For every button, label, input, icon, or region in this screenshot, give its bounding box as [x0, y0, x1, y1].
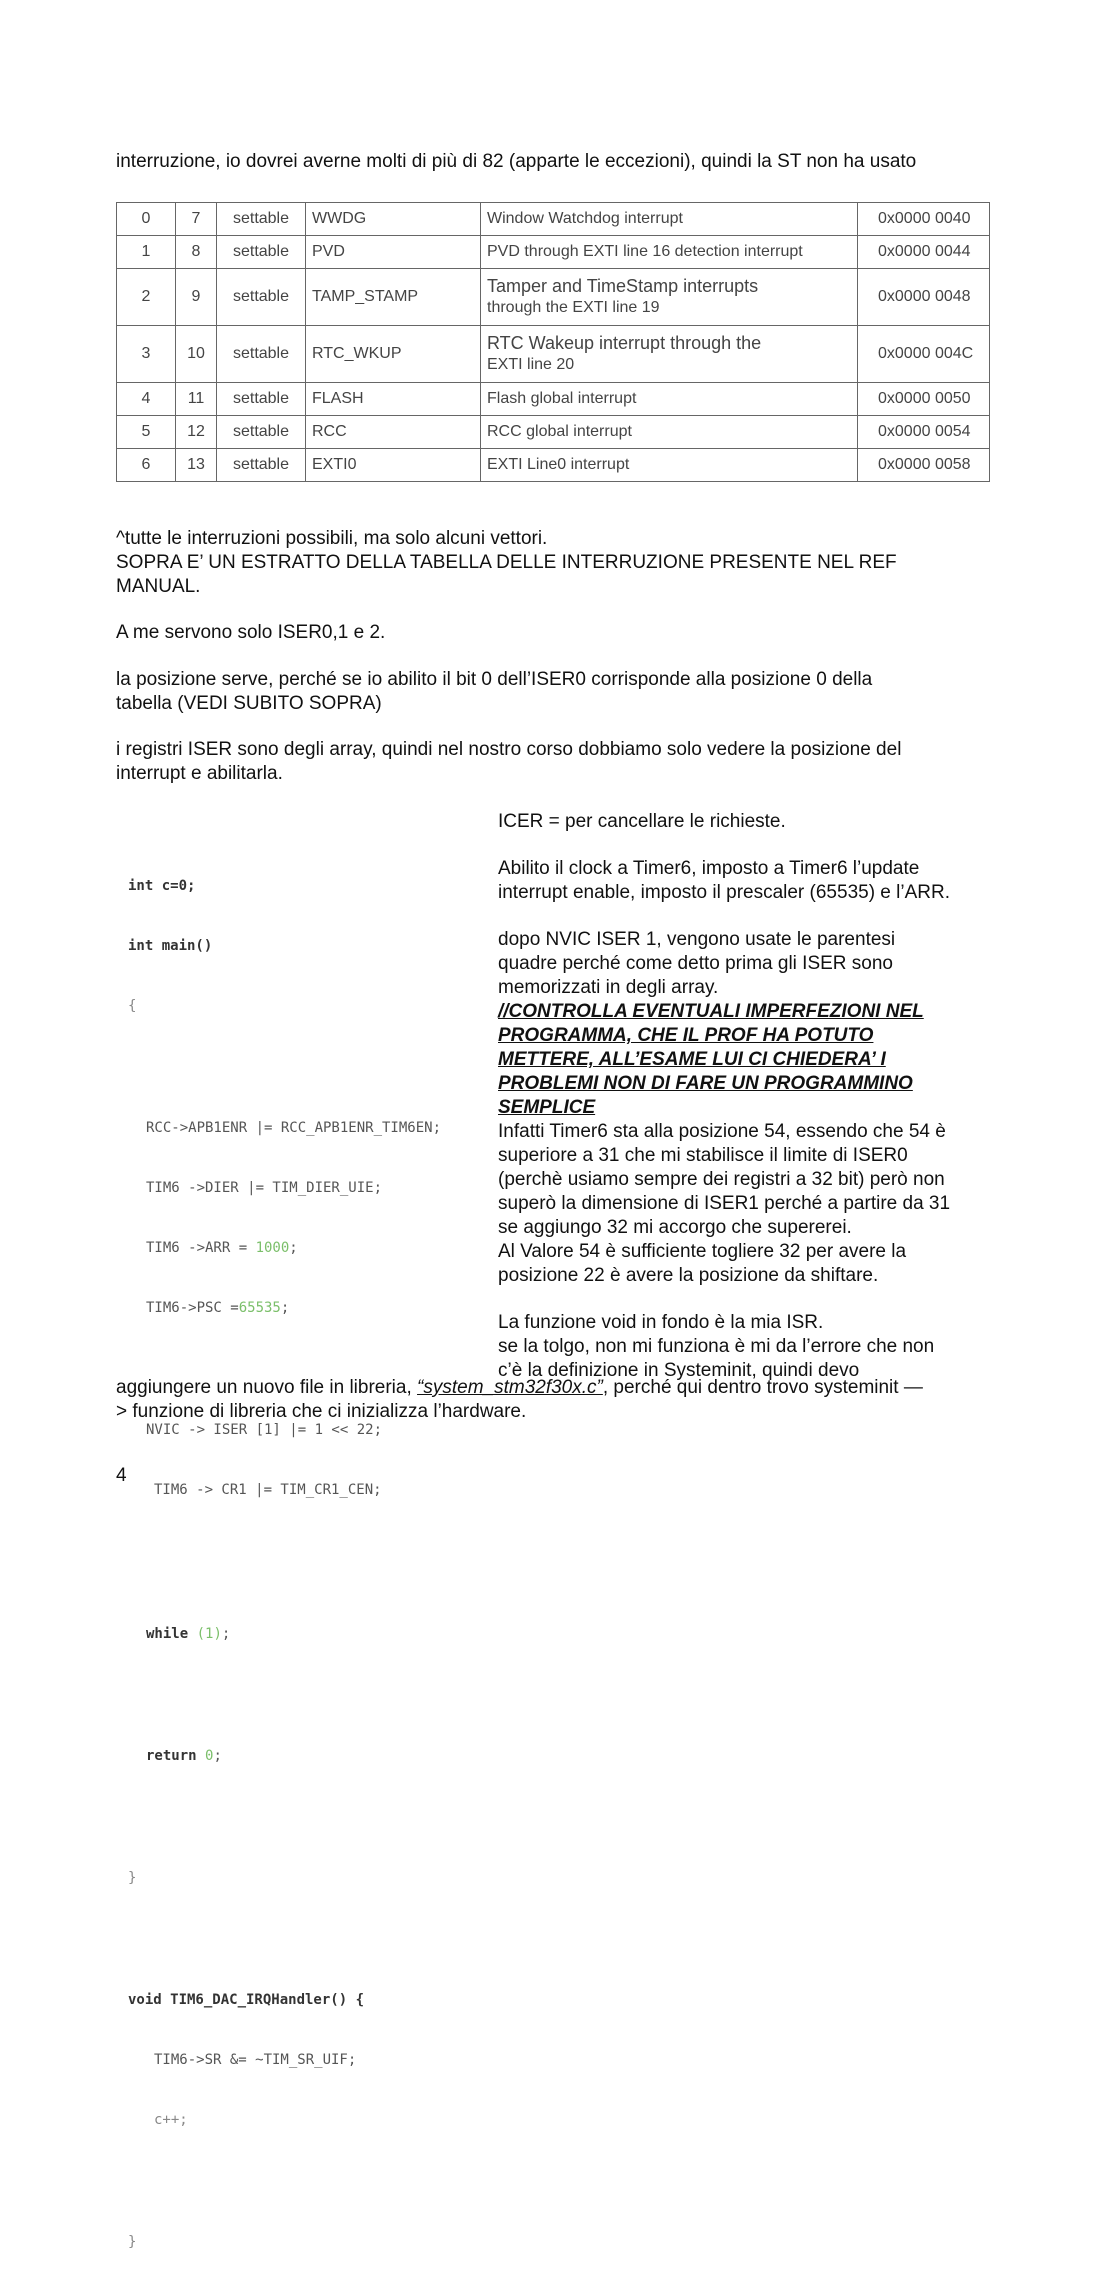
description-line: through the EXTI line 19 — [487, 299, 660, 316]
table-cell-acronym: WWDG — [306, 203, 481, 236]
intro-line: interruzione, io dovrei averne molti di più di 82 (apparte le eccezioni), quindi la ST non ha usato — [116, 151, 917, 172]
table-row — [117, 383, 990, 416]
code-snippet — [120, 836, 480, 2272]
text-line: La funzione void in fondo è la mia ISR. — [498, 1312, 824, 1333]
table-cell-acronym: PVD — [306, 236, 481, 269]
code-line: return 0; — [146, 1748, 222, 1764]
text-line: se aggiungo 32 mi accorgo che supererei. — [498, 1217, 852, 1238]
text-line: c’è la definizione in Systeminit, quindi devo — [498, 1360, 860, 1381]
code-number: 1000 — [255, 1240, 290, 1256]
table-cell-description: PVD through EXTI line 16 detection interrupt — [481, 236, 858, 269]
text-line: interrupt enable, imposto il prescaler (65535) e l’ARR. — [498, 882, 950, 903]
table-cell-position: 5 — [117, 416, 176, 449]
table-cell-priority: 7 — [176, 203, 217, 236]
table-cell-acronym: TAMP_STAMP — [306, 269, 481, 326]
text-line: Al Valore 54 è sufficiente togliere 32 per avere la — [498, 1241, 907, 1262]
code-line: TIM6 ->ARR = 1000; — [146, 1240, 298, 1256]
table-row — [117, 326, 990, 383]
emphasis-line: PROBLEMI NON DI FARE UN PROGRAMMINO — [498, 1073, 913, 1094]
table-cell-description: Flash global interrupt — [481, 383, 858, 416]
text-line: superò la dimensione di ISER1 perché a partire da 31 — [498, 1193, 951, 1214]
table-cell-description — [481, 269, 858, 326]
table-cell-address: 0x0000 004C — [858, 326, 990, 383]
table-row — [117, 416, 990, 449]
table-cell-position: 1 — [117, 236, 176, 269]
text-line: (perchè usiamo sempre dei registri a 32 bit) però non — [498, 1169, 945, 1190]
code-line: c++; — [154, 2112, 188, 2128]
table-cell-type: settable — [217, 236, 306, 269]
text-line: tabella (VEDI SUBITO SOPRA) — [116, 693, 382, 714]
code-line: NVIC -> ISER [1] |= 1 << 22; — [146, 1422, 383, 1438]
code-number: (1) — [196, 1626, 222, 1642]
emphasis-line: PROGRAMMA, CHE IL PROF HA POTUTO — [498, 1025, 874, 1046]
text-span: , perché qui dentro trovo systeminit — — [602, 1377, 923, 1398]
table-cell-position: 3 — [117, 326, 176, 383]
table-cell-acronym: EXTI0 — [306, 449, 481, 482]
table-cell-address: 0x0000 0048 — [858, 269, 990, 326]
text-span: aggiungere un nuovo file in libreria, — [116, 1377, 418, 1398]
table-cell-priority: 12 — [176, 416, 217, 449]
table-cell-address: 0x0000 0058 — [858, 449, 990, 482]
code-token: TIM6->PSC = — [146, 1300, 239, 1316]
text-line: quadre perché come detto prima gli ISER sono — [498, 953, 893, 974]
emphasis-line: SEMPLICE — [498, 1097, 596, 1118]
code-token: return — [146, 1748, 197, 1764]
code-token: int main() — [128, 938, 213, 954]
code-line: TIM6 ->DIER |= TIM_DIER_UIE; — [146, 1180, 383, 1196]
description-line: RTC Wakeup interrupt through the — [487, 333, 762, 353]
text-line: la posizione serve, perché se io abilito il bit 0 dell’ISER0 corrisponde alla posizione 0 della — [116, 669, 873, 690]
code-line: TIM6 -> CR1 |= TIM_CR1_CEN; — [154, 1482, 382, 1498]
text-line: > funzione di libreria che ci inizializza l’hardware. — [116, 1401, 527, 1422]
text-line: dopo NVIC ISER 1, vengono usate le parentesi — [498, 929, 896, 950]
table-cell-description — [481, 326, 858, 383]
code-number: 0 — [205, 1748, 214, 1764]
table-cell-address: 0x0000 0050 — [858, 383, 990, 416]
code-number: 65535 — [238, 1300, 281, 1316]
text-line: ^tutte le interruzioni possibili, ma solo alcuni vettori. — [116, 528, 548, 549]
paragraph-position — [116, 668, 996, 716]
table-cell-description: RCC global interrupt — [481, 416, 858, 449]
code-line: RCC->APB1ENR |= RCC_APB1ENR_TIM6EN; — [146, 1120, 442, 1136]
text-line: Abilito il clock a Timer6, imposto a Timer6 l’update — [498, 858, 920, 879]
code-line: TIM6->SR &= ~TIM_SR_UIF; — [154, 2052, 357, 2068]
table-cell-acronym: RCC — [306, 416, 481, 449]
table-row — [117, 269, 990, 326]
text-line — [116, 1376, 996, 1400]
code-token: int c=0; — [128, 878, 196, 894]
code-line — [120, 1990, 480, 2010]
table-cell-position: 2 — [117, 269, 176, 326]
text-line: i registri ISER sono degli array, quindi nel nostro corso dobbiamo solo vedere la posizione del — [116, 739, 902, 760]
code-token: void TIM6_DAC_IRQHandler() { — [128, 1992, 365, 2008]
table-cell-priority: 8 — [176, 236, 217, 269]
text-line: se la tolgo, non mi funziona è mi da l’errore che non — [498, 1336, 935, 1357]
paragraph-iser-array — [116, 738, 996, 786]
table-cell-description: EXTI Line0 interrupt — [481, 449, 858, 482]
table-cell-priority: 11 — [176, 383, 217, 416]
table-cell-position: 0 — [117, 203, 176, 236]
table-cell-type: settable — [217, 326, 306, 383]
table-cell-position: 4 — [117, 383, 176, 416]
table-cell-acronym: RTC_WKUP — [306, 326, 481, 383]
text-line: superiore a 31 che mi stabilisce il limite di ISER0 — [498, 1145, 908, 1166]
emphasis-line: METTERE, ALL’ESAME LUI CI CHIEDERA’ I — [498, 1049, 886, 1070]
text-line: ICER = per cancellare le richieste. — [498, 811, 786, 832]
description-line: Tamper and TimeStamp interrupts — [487, 276, 759, 296]
paragraph-iser: A me servono solo ISER0,1 e 2. — [116, 622, 386, 643]
table-cell-type: settable — [217, 449, 306, 482]
table-cell-priority: 9 — [176, 269, 217, 326]
text-line: MANUAL. — [116, 576, 201, 597]
right-column — [498, 810, 998, 1383]
code-line: TIM6->PSC =65535; — [146, 1300, 290, 1316]
text-line: Infatti Timer6 sta alla posizione 54, essendo che 54 è — [498, 1121, 946, 1142]
code-line: } — [128, 1870, 137, 1886]
table-cell-address: 0x0000 0040 — [858, 203, 990, 236]
code-line: { — [128, 998, 137, 1014]
table-row — [117, 236, 990, 269]
table-cell-priority: 13 — [176, 449, 217, 482]
table-cell-acronym: FLASH — [306, 383, 481, 416]
page-number: 4 — [116, 1465, 127, 1486]
tail-paragraph — [116, 1376, 996, 1424]
paragraph-table-note — [116, 527, 996, 599]
table-cell-description: Window Watchdog interrupt — [481, 203, 858, 236]
code-token: while — [146, 1626, 189, 1642]
emphasis-line: //CONTROLLA EVENTUALI IMPERFEZIONI NEL — [498, 1001, 924, 1022]
table-cell-address: 0x0000 0054 — [858, 416, 990, 449]
text-line: posizione 22 è avere la posizione da shiftare. — [498, 1265, 879, 1286]
code-line — [120, 876, 480, 896]
code-line: } — [128, 2234, 137, 2250]
text-line: memorizzati in degli array. — [498, 977, 719, 998]
code-token: TIM6 ->ARR = — [146, 1240, 256, 1256]
table-cell-type: settable — [217, 383, 306, 416]
table-row — [117, 203, 990, 236]
code-line — [120, 936, 480, 956]
code-line: while (1); — [146, 1626, 231, 1642]
table-cell-position: 6 — [117, 449, 176, 482]
table-cell-type: settable — [217, 269, 306, 326]
table-cell-type: settable — [217, 203, 306, 236]
text-line: SOPRA E’ UN ESTRATTO DELLA TABELLA DELLE INTERRUZIONE PRESENTE NEL REF — [116, 552, 897, 573]
table-cell-address: 0x0000 0044 — [858, 236, 990, 269]
description-line: EXTI line 20 — [487, 356, 575, 373]
table-cell-priority: 10 — [176, 326, 217, 383]
table-row — [117, 449, 990, 482]
table-cell-type: settable — [217, 416, 306, 449]
interrupt-table — [116, 202, 990, 482]
text-line: interrupt e abilitarla. — [116, 763, 283, 784]
file-reference: “system_stm32f30x.c” — [417, 1377, 603, 1398]
